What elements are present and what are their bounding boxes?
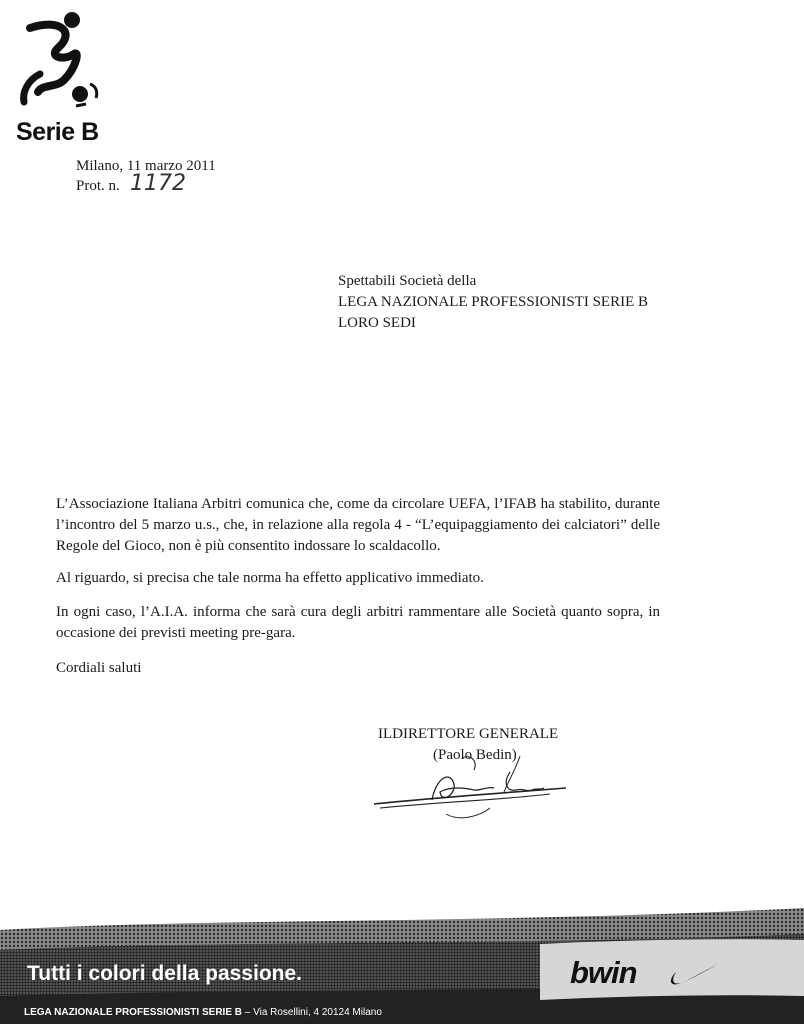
recipient-line-2: LEGA NAZIONALE PROFESSIONISTI SERIE B (338, 294, 649, 310)
sponsor-logo: bwin (570, 955, 637, 990)
handwritten-signature (370, 748, 570, 828)
body-paragraph-3: In ogni caso, l’A.I.A. informa che sarà cura degli arbitri rammentare alle Società quanto sopra, in occasione dei previsti meeting pre-gara. (56, 604, 660, 641)
signatory-title: ILDIRETTORE GENERALE (378, 726, 559, 742)
protocol-label: Prot. n. (76, 178, 120, 194)
protocol-line (76, 171, 216, 196)
signatory-name: (Paolo Bedin) (433, 747, 517, 763)
logo-text: Serie B (16, 118, 99, 146)
closing-greeting: Cordiali saluti (56, 660, 142, 676)
recipient-line-1: Spettabili Società della (338, 273, 477, 289)
address-street: – Via Rosellini, 4 20124 Milano (241, 1007, 382, 1018)
swoosh-icon (668, 960, 720, 990)
body-paragraph-2: Al riguardo, si precisa che tale norma ha effetto applicativo immediato. (56, 570, 484, 586)
recipient-line-3: LORO SEDI (338, 315, 416, 331)
address-organization: LEGA NAZIONALE PROFESSIONISTI SERIE B (24, 1007, 242, 1018)
footer-slogan: Tutti i colori della passione. (27, 962, 302, 985)
letter-header (76, 156, 216, 196)
body-paragraph-1: L’Associazione Italiana Arbitri comunica che, come da circolare UEFA, l’IFAB ha stabilito, durante l’incontro del 5 marzo u.s., che, in relazione alla regola 4 - “L’equipaggiamento dei calciatori” delle Regole del Gioco, non è più consentito indossare lo scaldacollo. (56, 496, 660, 554)
recipient-block (338, 271, 648, 334)
serie-b-player-icon (16, 6, 112, 118)
place-date: Milano, 11 marzo 2011 (76, 158, 216, 174)
footer-address (24, 1007, 382, 1018)
serie-b-logo (12, 6, 112, 146)
letter-body (56, 494, 660, 679)
protocol-number: 1172 (130, 171, 186, 196)
